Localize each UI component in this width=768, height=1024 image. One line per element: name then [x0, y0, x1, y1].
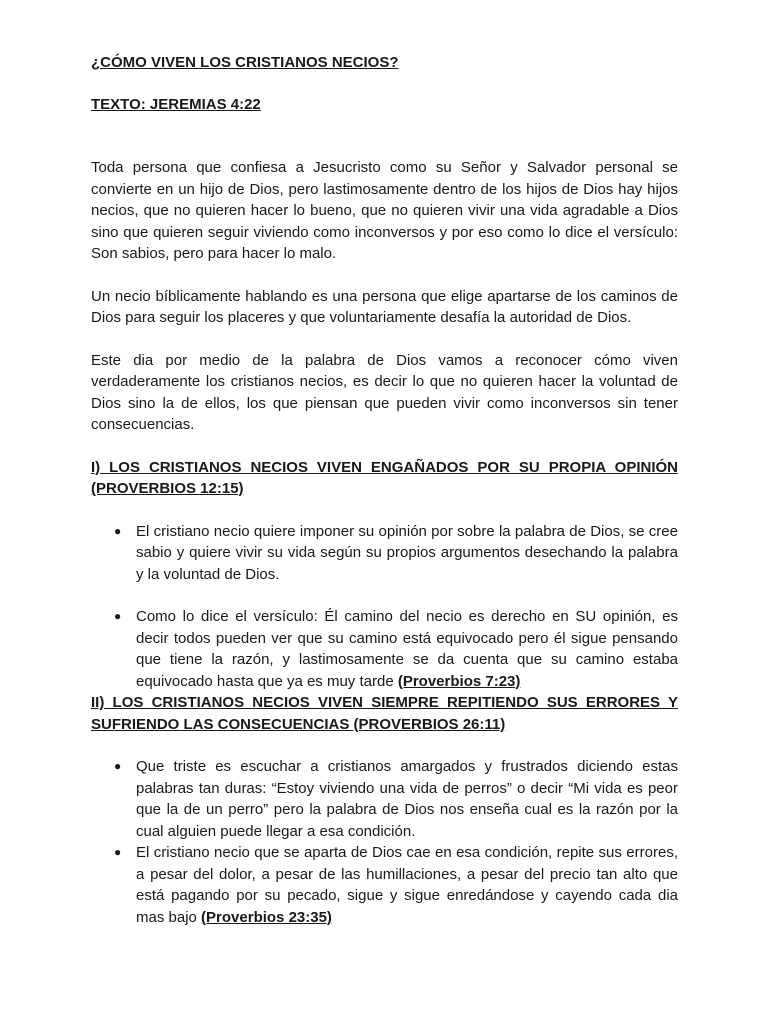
- bullet-icon: ●: [114, 845, 122, 859]
- list-item-text: Que triste es escuchar a cristianos amargados y frustrados diciendo estas palabras tan duras: “Estoy viviendo una vida de perros” o decir “Mi vida es peor que la de un perro” pero la palabra de Dios nos enseña cual es la razón por la cual alguien puede llegar a esa condición.: [136, 758, 678, 840]
- bible-reference: (Proverbios 23:35): [201, 908, 332, 926]
- list-item: [91, 521, 678, 586]
- document-title: ¿CÓMO VIVEN LOS CRISTIANOS NECIOS?: [91, 54, 399, 71]
- section-heading-1: I) LOS CRISTIANOS NECIOS VIVEN ENGAÑADOS POR SU PROPIA OPINIÓN (PROVERBIOS 12:15): [91, 458, 678, 497]
- list-item: [91, 842, 678, 928]
- list-item-text: El cristiano necio quiere imponer su opinión por sobre la palabra de Dios, se cree sabio y quiere vivir su vida según su propios argumentos desechando la palabra y la voluntad de Dios.: [136, 522, 678, 583]
- bullet-icon: ●: [114, 609, 122, 623]
- paragraph-purpose: Este dia por medio de la palabra de Dios vamos a reconocer cómo viven verdaderamente los cristianos necios, es decir lo que no quieren hacer la voluntad de Dios sino la de ellos, los que piensan que pueden vivir como inconversos sin tener consecuencias.: [91, 351, 678, 433]
- section-1-list: [91, 521, 678, 693]
- document-page: [91, 52, 678, 928]
- section-heading-2: II) LOS CRISTIANOS NECIOS VIVEN SIEMPRE REPITIENDO SUS ERRORES Y SUFRIENDO LAS CONSECUENCIAS (PROVERBIOS 26:11): [91, 694, 678, 733]
- text-reference: TEXTO: JEREMIAS 4:22: [91, 95, 261, 113]
- paragraph-definition: Un necio bíblicamente hablando es una persona que elige apartarse de los caminos de Dios para seguir los placeres y que voluntariamente desafía la autoridad de Dios.: [91, 287, 678, 326]
- section-2-list: [91, 756, 678, 928]
- list-item: [91, 756, 678, 842]
- list-item-text: Como lo dice el versículo: Él camino del necio es derecho en SU opinión, es decir todos pueden ver que su camino está equivocado pero él sigue pensando que tiene la razón, y lastimosamente se da cuenta que su camino estaba equivocado hasta que ya es muy tarde: [136, 608, 678, 690]
- bullet-icon: ●: [114, 523, 122, 538]
- paragraph-intro: Toda persona que confiesa a Jesucristo como su Señor y Salvador personal se convierte en un hijo de Dios, pero lastimosamente dentro de los hijos de Dios hay hijos necios, que no quieren hacer lo bueno, que no quieren vivir una vida agradable a Dios sino que quieren seguir viviendo como inconversos y por eso como lo dice el versículo: Son sabios, pero para hacer lo malo.: [91, 159, 678, 262]
- bible-reference: (Proverbios 7:23): [397, 672, 521, 690]
- bullet-icon: ●: [114, 759, 122, 773]
- list-item: [91, 606, 678, 692]
- list-item-text: El cristiano necio que se aparta de Dios cae en esa condición, repite sus errores, a pesar del dolor, a pesar de las humillaciones, a pesar del precio tan alto que está pagando por su pecado, sigue y sigue enredándose y cayendo cada dia mas bajo: [136, 844, 678, 926]
